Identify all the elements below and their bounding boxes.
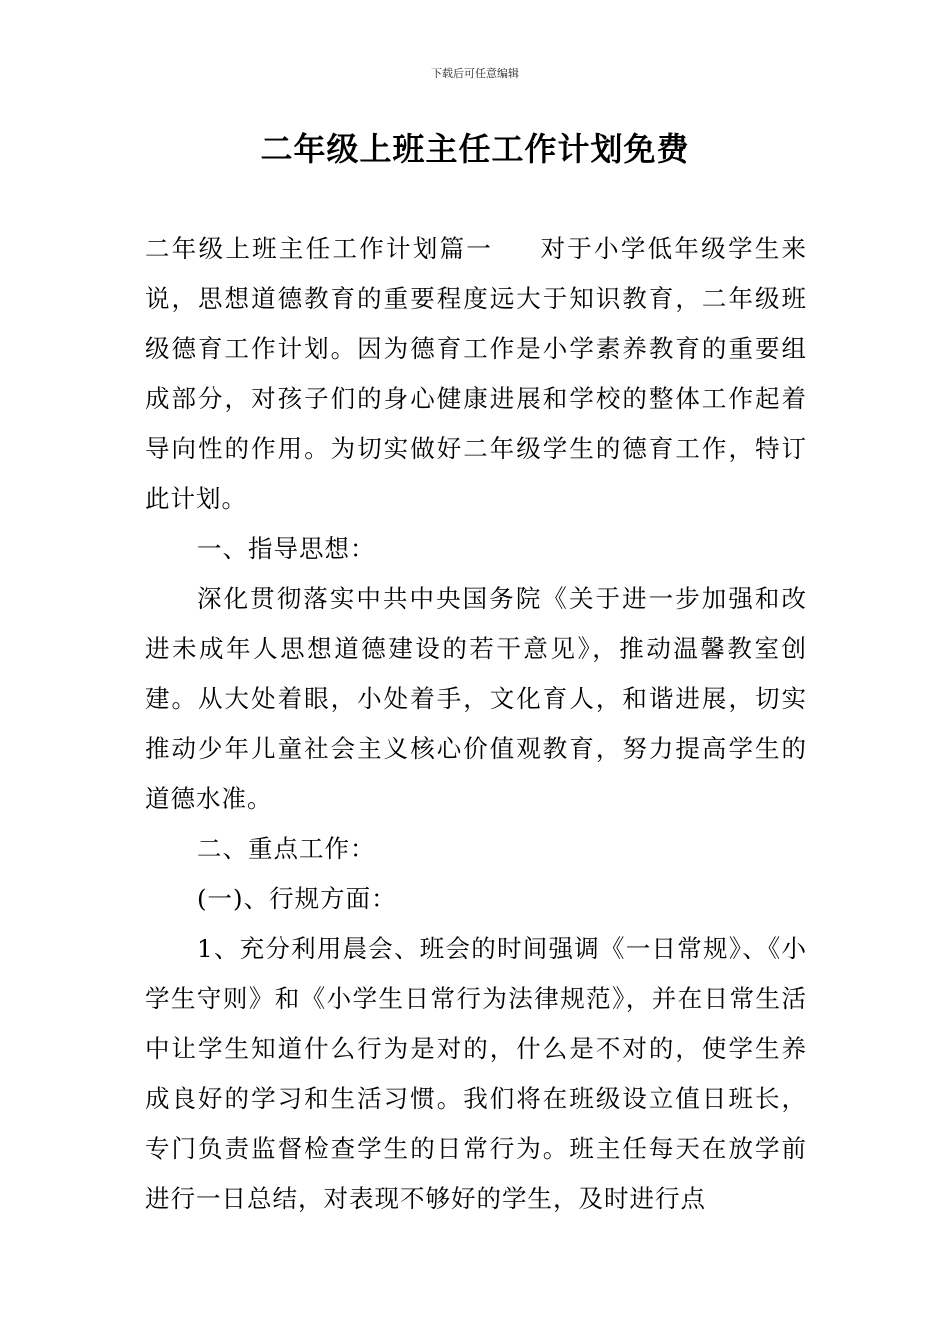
document-body bbox=[145, 224, 807, 1224]
subsection1-heading: (一)、行规方面： bbox=[197, 884, 397, 913]
section2-heading: 二、重点工作： bbox=[197, 834, 376, 863]
item1-paragraph: 1、充分利用晨会、班会的时间强调《一日常规》、《小学生守则》和《小学生日常行为法律规范》，并在日常生活中让学生知道什么行为是对的，什么是不对的，使学生养成良好的学习和生活习惯。我们将在班级设立值日班长，专门负责监督检查学生的日常行为。班主任每天在放学前进行一日总结，对表现不够好的学生，及时进行点 bbox=[145, 934, 807, 1213]
document-title: 二年级上班主任工作计划免费 bbox=[260, 130, 690, 168]
intro-paragraph bbox=[145, 224, 807, 524]
section1-heading: 一、指导思想： bbox=[197, 534, 376, 563]
intro-heading: 二年级上班主任工作计划篇一 bbox=[145, 234, 494, 263]
intro-body: 对于小学低年级学生来说，思想道德教育的重要程度远大于知识教育，二年级班级德育工作计划。因为德育工作是小学素养教育的重要组成部分，对孩子们的身心健康进展和学校的整体工作起着导向性的作用。为切实做好二年级学生的德育工作，特订此计划。 bbox=[145, 234, 808, 513]
section1-paragraph: 深化贯彻落实中共中央国务院《关于进一步加强和改进未成年人思想道德建设的若干意见》，推动温馨教室创建。从大处着眼，小处着手，文化育人，和谐进展，切实推动少年儿童社会主义核心价值观教育，努力提高学生的道德水准。 bbox=[145, 584, 807, 813]
header-note: 下载后可任意编辑 bbox=[431, 67, 519, 80]
